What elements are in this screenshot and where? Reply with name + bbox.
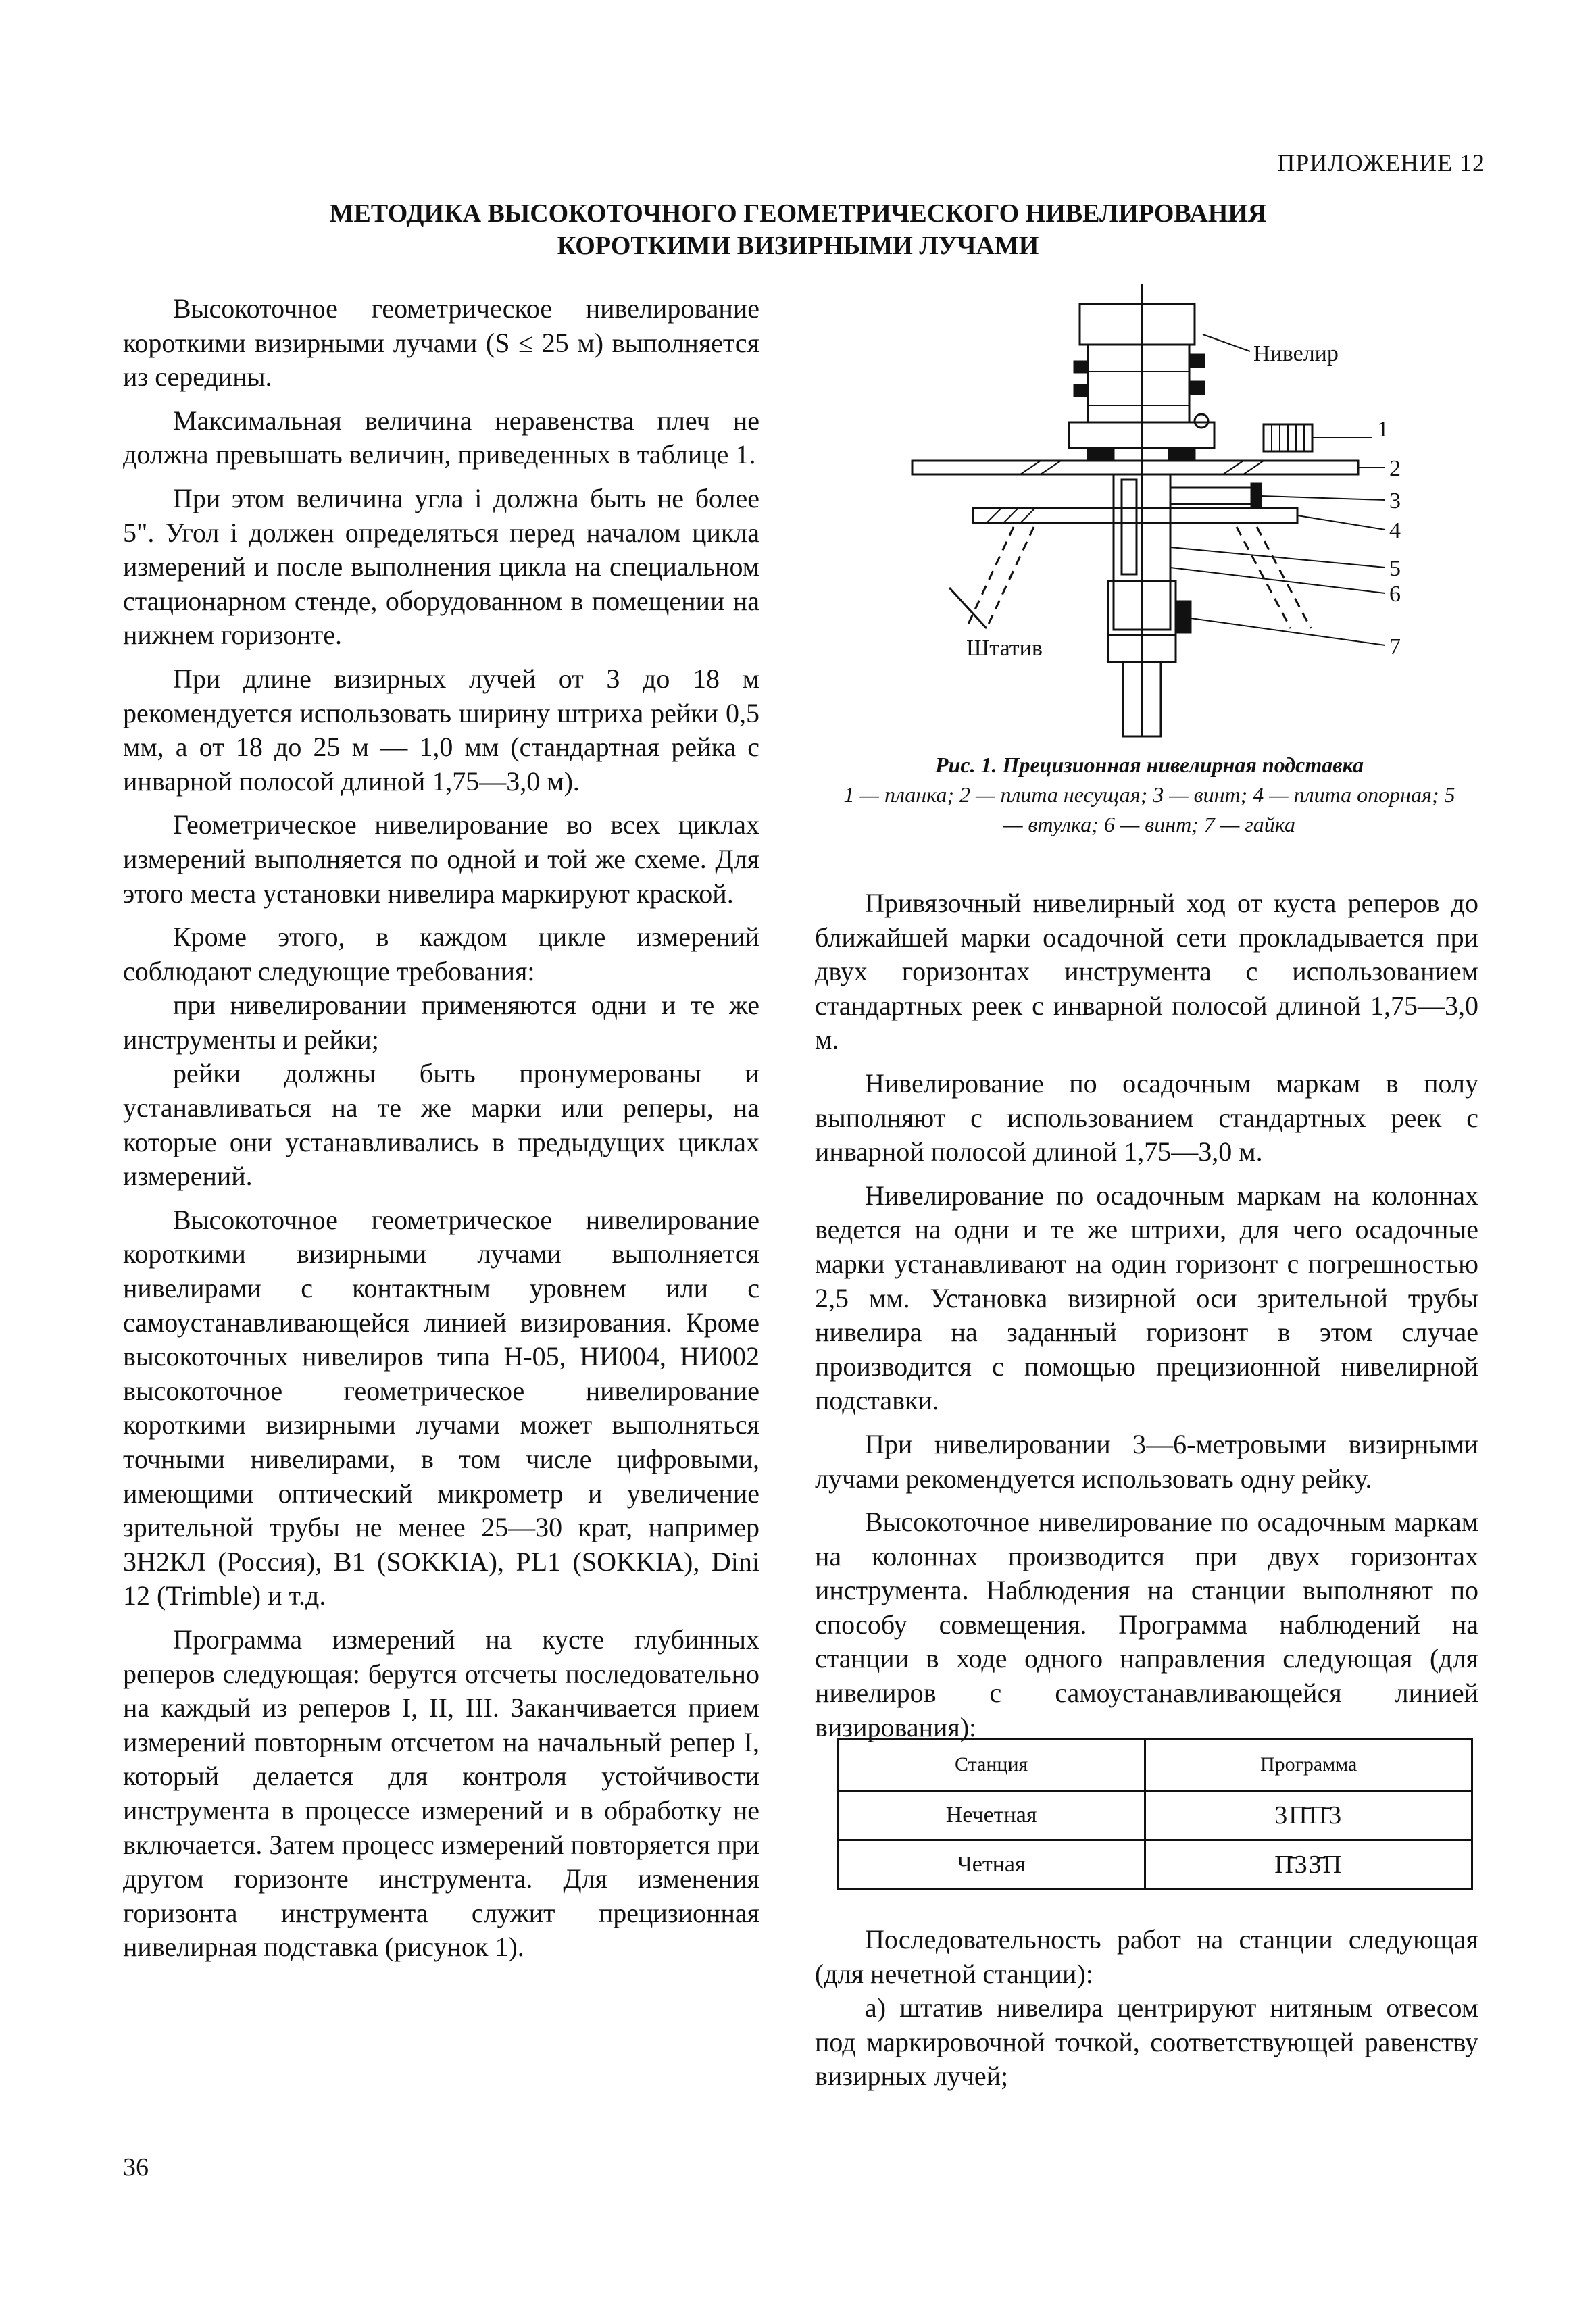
paragraph: При нивелировании 3—6-метровыми визирными лучами рекомендуется использовать одну рейку. [815, 1428, 1478, 1494]
right-column-top [815, 886, 1478, 1754]
paragraph: Нивелирование по осадочным маркам в полу выполняют с использованием стандартных реек с инварной полосой длиной 1,75—3,0 м. [815, 1067, 1478, 1167]
table-cell-station: Нечетная [838, 1791, 1145, 1840]
figure-caption-title: Рис. 1. Прецизионная нивелирная подставка [935, 753, 1364, 777]
paragraph: при нивелировании применяются одни и те же инструменты и рейки; [123, 990, 759, 1055]
right-column-bottom [815, 1923, 1478, 2103]
figure-caption [835, 750, 1464, 839]
paragraph: Высокоточное нивелирование по осадочным маркам на колоннах производится при двух горизонтах инструмента. Наблюдения на станции выполняют по способу совмещения. Программа наблюдений на станции в ходе одного направления следующая (для нивелиров с самоустанавливающейся линией визирования): [815, 1507, 1478, 1742]
paragraph: Высокоточное геометрическое нивелирование короткими визирными лучами (S ≤ 25 м) выполняется из середины. [123, 293, 759, 393]
page-title [0, 197, 1596, 262]
callout-6: 6 [1389, 582, 1401, 607]
paragraph: Кроме этого, в каждом цикле измерений соблюдают следующие требования: [123, 922, 759, 986]
table-header-station: Станция [838, 1739, 1145, 1791]
level-top-block [1080, 304, 1195, 345]
paragraph: Последовательность работ на станции следующая (для нечетной станции): [815, 1924, 1478, 1989]
level-stand-figure [885, 277, 1426, 743]
paragraph: а) штатив нивелира центрируют нитяным отвесом под маркировочной точкой, соответствующей равенству визирных лучей; [815, 1992, 1478, 2092]
table-cell-program: П̄3З̄П [1145, 1840, 1472, 1890]
callout-3: 3 [1389, 488, 1401, 513]
callout-1: 1 [1377, 417, 1389, 442]
callout-5: 5 [1389, 556, 1401, 581]
paragraph: Высокоточное геометрическое нивелирование короткими визирными лучами выполняется нивелирами с контактным уровнем или с самоустанавливающейся линией визирования. Кроме высокоточных нивелиров типа Н-05, НИ004, НИ002 высокоточное геометрическое нивелирование короткими визирными лучами может выполняться точными нивелирами, в том числе цифровыми, имеющими оптический микрометр и увеличение зрительной трубы не менее 25—30 крат, например 3Н2КЛ (Россия), B1 (SOKKIA), PL1 (SOKKIA), Dini 12 (Trimble) и т.д. [123, 1204, 759, 1611]
left-column [123, 292, 759, 1974]
table-row [838, 1840, 1472, 1890]
figure-caption-legend: 1 — планка; 2 — плита несущая; 3 — винт; 4 — плита опорная; 5 — втулка; 6 — винт; 7 — гайка [843, 782, 1455, 836]
paragraph: Привязочный нивелирный ход от куста реперов до ближайшей марки осадочной сети прокладывается при двух горизонтах инструмента с использованием стандартных реек с инварной полосой длиной 1,75—3,0 м. [815, 888, 1478, 1055]
level-body [1088, 345, 1189, 422]
paragraph: Максимальная величина неравенства плеч не должна превышать величин, приведенных в таблице 1. [123, 405, 759, 470]
label-tripod: Штатив [966, 636, 1043, 661]
table-row [838, 1791, 1472, 1840]
paragraph: Нивелирование по осадочным маркам на колоннах ведется на одни и те же штрихи, для чего осадочные марки устанавливают на один горизонт с погрешностью 2,5 мм. Установка визирной оси зрительной трубы нивелира на заданный горизонт в этом случае производится с помощью прецизионной нивелирной подставки. [815, 1180, 1478, 1416]
table-header-row [838, 1739, 1472, 1791]
table-cell-program: 3П̄П̄3 [1145, 1791, 1472, 1840]
paragraph: Программа измерений на кусте глубинных реперов следующая: берутся отсчеты последовательно на каждый из реперов I, II, III. Заканчивается прием измерений повторным отсчетом на начальный репер I, который делается для контроля устойчивости инструмента в процессе измерений и в обработку не включается. Затем процесс измерений повторяется при другом горизонте инструмента. Для изменения горизонта инструмента служит прецизионная нивелирная подставка (рисунок 1). [123, 1624, 759, 1963]
title-line-2: КОРОТКИМИ ВИЗИРНЫМИ ЛУЧАМИ [557, 232, 1039, 260]
appendix-label: ПРИЛОЖЕНИЕ 12 [1277, 149, 1485, 176]
title-line-1: МЕТОДИКА ВЫСОКОТОЧНОГО ГЕОМЕТРИЧЕСКОГО НИВЕЛИРОВАНИЯ [329, 199, 1267, 228]
paragraph: рейки должны быть пронумерованы и устанавливаться на те же марки или реперы, на которые они устанавливались в предыдущих циклах измерений. [123, 1058, 759, 1192]
bearing-plate [912, 461, 1358, 474]
callout-7: 7 [1389, 634, 1401, 659]
paragraph: При этом величина угла i должна быть не более 5". Угол i должен определяться перед началом цикла измерений и после выполнения цикла на специальном стационарном стенде, оборудованном в помещении на нижнем горизонте. [123, 482, 759, 651]
adjust-screw [1170, 488, 1251, 504]
page-number: 36 [123, 2153, 149, 2182]
callout-4: 4 [1389, 518, 1401, 543]
paragraph: При длине визирных лучей от 3 до 18 м рекомендуется использовать ширину штриха рейки 0,5 мм, а от 18 до 25 м — 1,0 мм (стандартная рейка с инварной полосой длиной 1,75—3,0 м). [123, 663, 759, 797]
table-cell-station: Четная [838, 1840, 1145, 1890]
callout-2: 2 [1389, 456, 1401, 481]
station-program-table [837, 1738, 1473, 1890]
table-header-program: Программа [1145, 1739, 1472, 1791]
paragraph: Геометрическое нивелирование во всех циклах измерений выполняется по одной и той же схеме. Для этого места установки нивелира маркируют краской. [123, 809, 759, 909]
label-level: Нивелир [1253, 341, 1339, 366]
